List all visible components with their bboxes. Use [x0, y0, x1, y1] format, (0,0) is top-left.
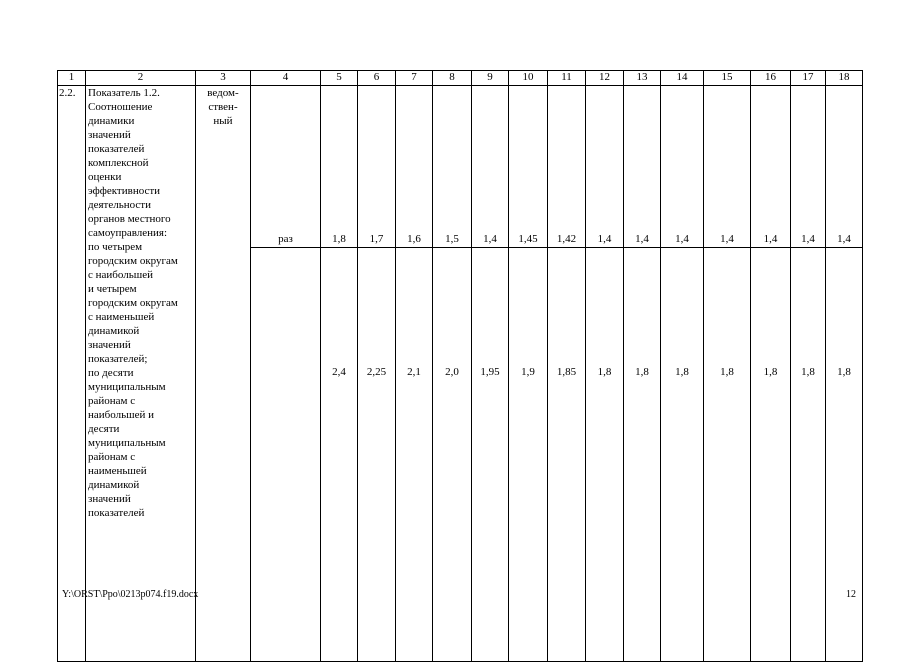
value-cell: 1,4 — [704, 86, 751, 248]
column-header: 5 — [321, 71, 358, 86]
data-source: ведом- ствен- ный — [196, 86, 251, 662]
value-cell: 1,8 — [624, 248, 661, 662]
value-cell: 2,1 — [396, 248, 433, 662]
value-cell: 1,8 — [704, 248, 751, 662]
value-cell: 1,4 — [586, 86, 624, 248]
footer-file-path: Y:\ORST\Ppo\0213p074.f19.docx — [62, 589, 199, 600]
page-number: 12 — [846, 589, 856, 600]
value-cell: 1,9 — [509, 248, 548, 662]
value-cell: 1,8 — [751, 248, 791, 662]
column-header: 7 — [396, 71, 433, 86]
value-cell: 1,5 — [433, 86, 472, 248]
column-header: 14 — [661, 71, 704, 86]
value-cell: 1,8 — [791, 248, 826, 662]
column-header: 8 — [433, 71, 472, 86]
indicator-description: Показатель 1.2. Соотношение динамики значений показателей комплексной оценки эффективности деятельности органов местного самоуправления: по четырем городским округам с наибольшей и четырем городским округам с наименьшей динамикой значений показателей; по десяти муниципальным районам с наибольшей и десяти муниципальным районам с наименьшей динамикой значений показателей — [86, 86, 196, 662]
value-cell: 1,4 — [826, 86, 863, 248]
value-cell: 1,4 — [751, 86, 791, 248]
column-header: 12 — [586, 71, 624, 86]
value-cell: 1,8 — [586, 248, 624, 662]
column-header: 18 — [826, 71, 863, 86]
value-cell: 1,42 — [548, 86, 586, 248]
value-cell: 2,0 — [433, 248, 472, 662]
column-header: 4 — [251, 71, 321, 86]
value-cell: 1,7 — [358, 86, 396, 248]
value-cell: 1,95 — [472, 248, 509, 662]
value-cell: 1,8 — [661, 248, 704, 662]
column-header: 2 — [86, 71, 196, 86]
unit-cell: раз — [251, 86, 321, 248]
value-cell: 1,4 — [624, 86, 661, 248]
indicator-table — [57, 70, 863, 662]
value-cell: 2,4 — [321, 248, 358, 662]
value-cell: 1,8 — [826, 248, 863, 662]
column-header: 3 — [196, 71, 251, 86]
unit-cell — [251, 248, 321, 662]
column-header: 15 — [704, 71, 751, 86]
value-cell: 2,25 — [358, 248, 396, 662]
column-header: 11 — [548, 71, 586, 86]
value-cell: 1,4 — [791, 86, 826, 248]
table-header-row — [58, 71, 863, 86]
value-cell: 1,6 — [396, 86, 433, 248]
column-header: 16 — [751, 71, 791, 86]
value-cell: 1,4 — [661, 86, 704, 248]
table-row — [58, 86, 863, 248]
column-header: 17 — [791, 71, 826, 86]
row-number: 2.2. — [58, 86, 86, 662]
column-header: 1 — [58, 71, 86, 86]
value-cell: 1,4 — [472, 86, 509, 248]
value-cell: 1,85 — [548, 248, 586, 662]
column-header: 13 — [624, 71, 661, 86]
column-header: 9 — [472, 71, 509, 86]
column-header: 10 — [509, 71, 548, 86]
value-cell: 1,8 — [321, 86, 358, 248]
column-header: 6 — [358, 71, 396, 86]
value-cell: 1,45 — [509, 86, 548, 248]
